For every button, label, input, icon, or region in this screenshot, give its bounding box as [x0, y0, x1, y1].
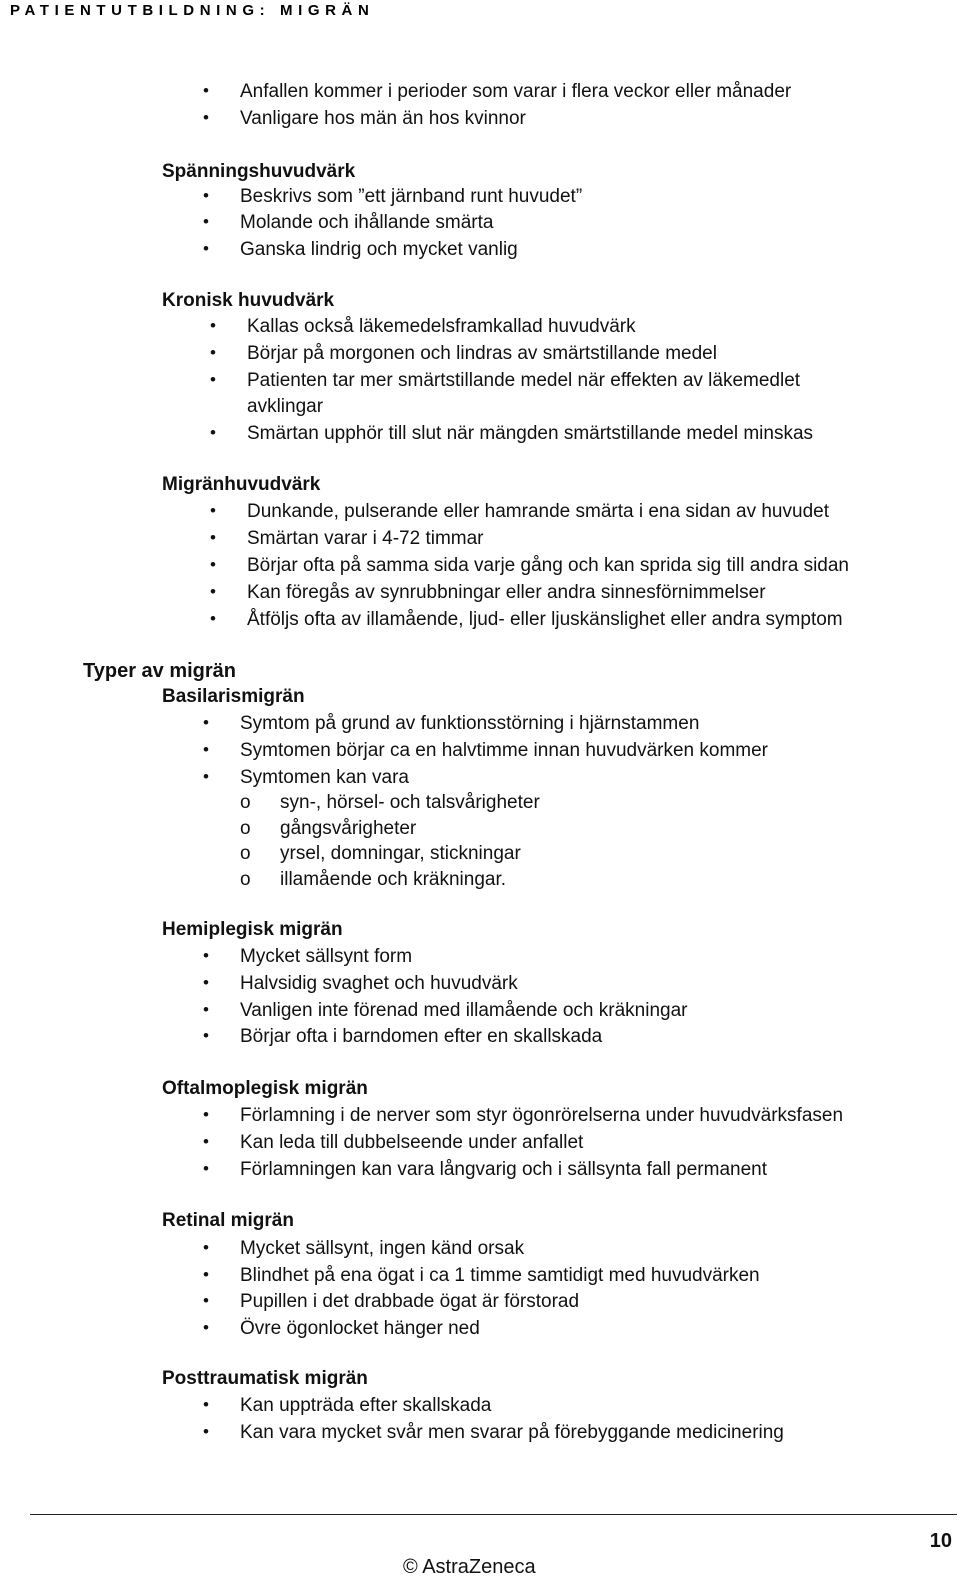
bullet-icon: • — [210, 316, 216, 335]
list-item: Förlamning i de nerver som styr ögonrörelserna under huvudvärksfasen — [240, 1105, 844, 1126]
list-item: Symtomen kan vara — [240, 767, 409, 788]
bullet-icon: • — [203, 1026, 209, 1045]
list-item: Kallas också läkemedelsframkallad huvudvärk — [247, 316, 636, 337]
bullet-icon: • — [203, 1291, 209, 1310]
bullet-icon: • — [210, 555, 216, 574]
list-item: Börjar ofta i barndomen efter en skallskada — [240, 1026, 603, 1047]
document-header: PATIENTUTBILDNING: MIGRÄN — [10, 2, 375, 19]
list-item: Beskrivs som ”ett järnband runt huvudet” — [240, 186, 583, 207]
list-item: Åtföljs ofta av illamående, ljud- eller ljuskänslighet eller andra symptom — [247, 609, 843, 630]
list-item: Vanligare hos män än hos kvinnor — [240, 108, 526, 129]
section-heading: Basilarismigrän — [162, 686, 305, 707]
bullet-icon: • — [210, 423, 216, 442]
sub-list-item: yrsel, domningar, stickningar — [280, 843, 521, 864]
list-item: Mycket sällsynt, ingen känd orsak — [240, 1238, 525, 1259]
list-item: Halvsidig svaghet och huvudvärk — [240, 973, 518, 994]
list-item: Börjar på morgonen och lindras av smärtstillande medel — [247, 343, 717, 364]
section-heading: Retinal migrän — [162, 1210, 294, 1231]
list-item: Blindhet på ena ögat i ca 1 timme samtidigt med huvudvärken — [240, 1265, 760, 1286]
bullet-icon: • — [203, 1422, 209, 1441]
bullet-icon: • — [203, 186, 209, 205]
sub-bullet-icon: o — [240, 843, 251, 864]
bullet-icon: • — [203, 767, 209, 786]
bullet-icon: • — [203, 1000, 209, 1019]
section-heading: Spänningshuvudvärk — [162, 161, 356, 182]
bullet-icon: • — [203, 81, 209, 100]
bullet-icon: • — [210, 528, 216, 547]
bullet-icon: • — [203, 946, 209, 965]
section-heading: Migränhuvudvärk — [162, 474, 321, 495]
list-item: Dunkande, pulserande eller hamrande smärta i ena sidan av huvudet — [247, 501, 829, 522]
bullet-icon: • — [210, 501, 216, 520]
bullet-icon: • — [210, 343, 216, 362]
list-item: Molande och ihållande smärta — [240, 212, 494, 233]
list-item: Kan leda till dubbelseende under anfallet — [240, 1132, 584, 1153]
list-item: Symtomen börjar ca en halvtimme innan huvudvärken kommer — [240, 740, 769, 761]
sub-list-item: illamående och kräkningar. — [280, 869, 507, 890]
bullet-icon: • — [210, 582, 216, 601]
list-item: Mycket sällsynt form — [240, 946, 413, 967]
list-item: Förlamningen kan vara långvarig och i sällsynta fall permanent — [240, 1159, 767, 1180]
bullet-icon: • — [203, 973, 209, 992]
bullet-icon: • — [203, 239, 209, 258]
bullet-icon: • — [203, 713, 209, 732]
bullet-icon: • — [203, 1318, 209, 1337]
section-heading: Hemiplegisk migrän — [162, 919, 343, 940]
list-item: Ganska lindrig och mycket vanlig — [240, 239, 518, 260]
bullet-icon: • — [203, 212, 209, 231]
bullet-icon: • — [203, 1395, 209, 1414]
bullet-icon: • — [203, 1265, 209, 1284]
bullet-icon: • — [203, 740, 209, 759]
bullet-icon: • — [203, 108, 209, 127]
list-item: Smärtan upphör till slut när mängden smärtstillande medel minskas — [247, 423, 814, 444]
list-item: Symtom på grund av funktionsstörning i hjärnstammen — [240, 713, 700, 734]
bullet-icon: • — [210, 370, 216, 389]
list-item: Pupillen i det drabbade ögat är förstorad — [240, 1291, 580, 1312]
list-item-continuation: avklingar — [247, 396, 324, 417]
footer-divider — [30, 1514, 957, 1515]
sub-bullet-icon: o — [240, 792, 251, 813]
bullet-icon: • — [203, 1132, 209, 1151]
list-item: Börjar ofta på samma sida varje gång och kan sprida sig till andra sidan — [247, 555, 849, 576]
bullet-icon: • — [203, 1105, 209, 1124]
bullet-icon: • — [203, 1159, 209, 1178]
list-item: Smärtan varar i 4-72 timmar — [247, 528, 484, 549]
main-heading: Typer av migrän — [83, 660, 237, 682]
sub-bullet-icon: o — [240, 869, 251, 890]
list-item: Kan föregås av synrubbningar eller andra sinnesförnimmelser — [247, 582, 766, 603]
list-item: Anfallen kommer i perioder som varar i flera veckor eller månader — [240, 81, 792, 102]
section-heading: Posttraumatisk migrän — [162, 1368, 368, 1389]
list-item: Övre ögonlocket hänger ned — [240, 1318, 480, 1339]
sub-list-item: syn-, hörsel- och talsvårigheter — [280, 792, 540, 813]
list-item: Kan vara mycket svår men svarar på förebyggande medicinering — [240, 1422, 784, 1443]
section-heading: Kronisk huvudvärk — [162, 290, 335, 311]
list-item: Vanligen inte förenad med illamående och kräkningar — [240, 1000, 688, 1021]
copyright-footer: © AstraZeneca — [403, 1556, 536, 1578]
sub-list-item: gångsvårigheter — [280, 818, 417, 839]
page-number: 10 — [929, 1530, 952, 1552]
bullet-icon: • — [210, 609, 216, 628]
section-heading: Oftalmoplegisk migrän — [162, 1078, 368, 1099]
sub-bullet-icon: o — [240, 818, 251, 839]
list-item: Patienten tar mer smärtstillande medel när effekten av läkemedlet — [247, 370, 801, 391]
bullet-icon: • — [203, 1238, 209, 1257]
list-item: Kan uppträda efter skallskada — [240, 1395, 492, 1416]
